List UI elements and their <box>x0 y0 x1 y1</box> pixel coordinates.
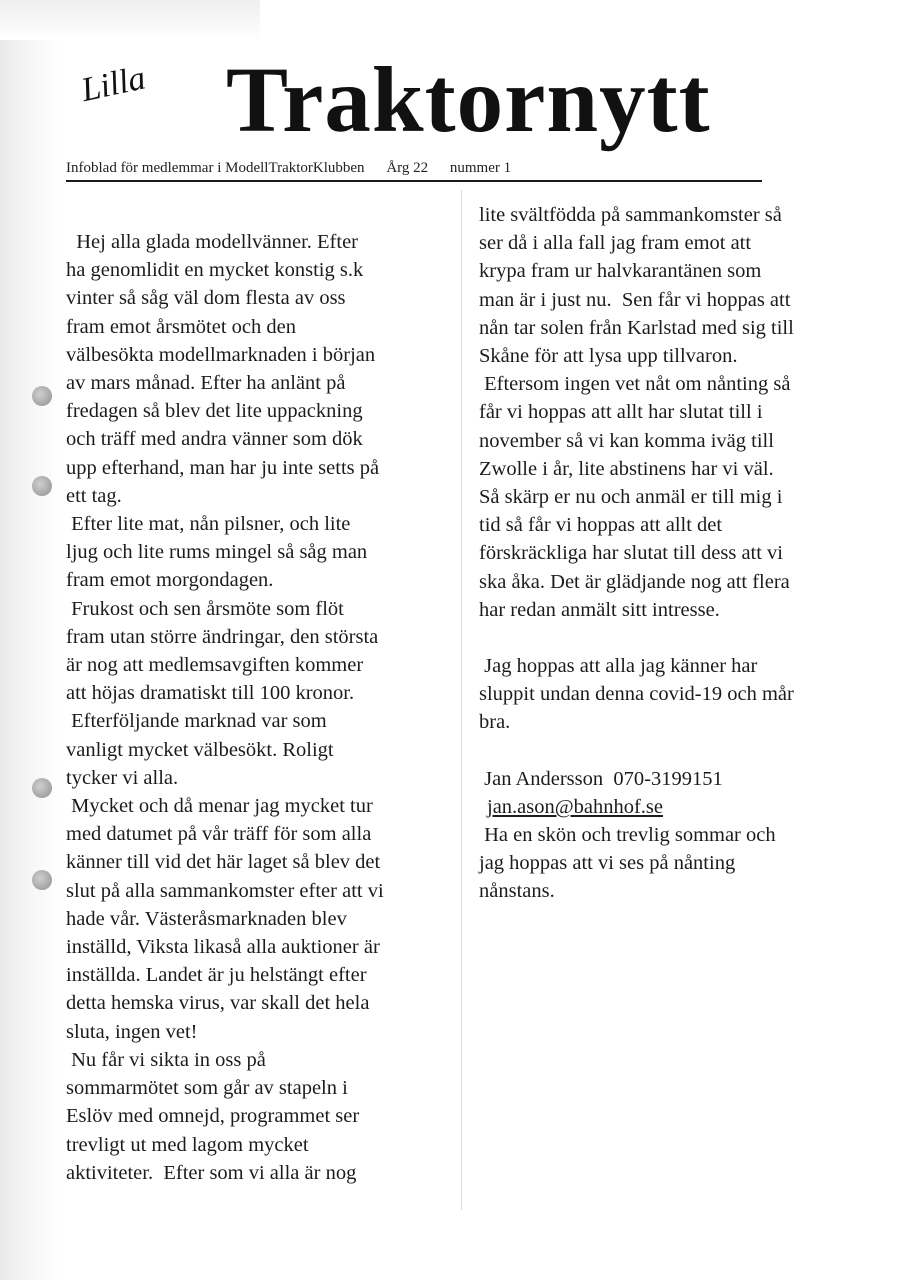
right-line: Eftersom ingen vet nåt om nånting så <box>479 373 791 396</box>
left-line: Nu får vi sikta in oss på <box>66 1048 266 1071</box>
left-line: med datumet på vår träff för som alla <box>66 823 372 846</box>
punch-hole <box>32 476 52 496</box>
masthead-small-word: Lilla <box>78 59 149 110</box>
left-line: att höjas dramatiskt till 100 kronor. <box>66 682 355 705</box>
left-line: slut på alla sammankomster efter att vi <box>66 879 384 902</box>
right-line: Så skärp er nu och anmäl er till mig i <box>479 486 783 509</box>
left-line: fredagen så blev det lite uppackning <box>66 400 363 423</box>
right-line: Skåne för att lysa upp tillvaron. <box>479 345 738 368</box>
subline-issue: nummer 1 <box>449 160 512 176</box>
right-line: lite svältfödda på sammankomster så <box>479 204 782 226</box>
left-line: sluta, ingen vet! <box>66 1020 198 1043</box>
punch-hole <box>32 778 52 798</box>
right-line: tid så får vi hoppas att allt det <box>479 514 723 537</box>
left-line: fram emot årsmötet och den <box>66 315 296 338</box>
scan-top-shading <box>0 0 260 40</box>
left-line: välbesökta modellmarknaden i början <box>66 343 376 366</box>
masthead-title: Traktornytt <box>226 49 711 152</box>
left-line: Efter lite mat, nån pilsner, och lite <box>66 513 351 536</box>
punch-hole <box>32 870 52 890</box>
punch-hole <box>32 386 52 406</box>
subline <box>66 160 529 177</box>
left-line: av mars månad. Efter ha anlänt på <box>66 372 346 395</box>
paragraph-gap <box>479 737 859 765</box>
left-line: trevligt ut med lagom mycket <box>66 1133 309 1156</box>
right-line: sluppit undan denna covid-19 och mår <box>479 683 794 706</box>
email-link[interactable]: jan.ason@bahnhof.se <box>487 795 664 818</box>
closing-line: Ha en skön och trevlig sommar och <box>479 824 776 847</box>
left-line: vanligt mycket välbesökt. Roligt <box>66 738 334 761</box>
left-line: ha genomlidit en mycket konstig s.k <box>66 259 364 282</box>
left-line: tycker vi alla. <box>66 766 179 789</box>
signature-email <box>479 793 859 821</box>
left-line: är nog att medlemsavgiften kommer <box>66 654 364 677</box>
closing-line: jag hoppas att vi ses på nånting <box>479 852 736 875</box>
left-line: vinter så såg väl dom flesta av oss <box>66 287 346 310</box>
paragraph-gap <box>479 624 859 652</box>
subline-year: Årg 22 <box>386 160 429 176</box>
right-line: förskräckliga har slutat till dess att vi <box>479 542 784 565</box>
left-line: aktiviteter. Efter som vi alla är nog <box>66 1161 357 1184</box>
left-line: fram utan större ändringar, den största <box>66 625 379 648</box>
closing-line: nånstans. <box>479 880 555 903</box>
left-column <box>66 228 456 1187</box>
left-line: Hej alla glada modellvänner. Efter <box>66 231 359 253</box>
right-line: ser då i alla fall jag fram emot att <box>479 232 752 255</box>
left-line: känner till vid det här laget så blev det <box>66 851 381 874</box>
left-line: inställd, Viksta likaså alla auktioner är <box>66 936 380 959</box>
left-line: detta hemska virus, var skall det hela <box>66 992 370 1015</box>
header-rule <box>66 180 762 182</box>
right-line: krypa fram ur halvkarantänen som <box>479 260 762 283</box>
right-line: man är i just nu. Sen får vi hoppas att <box>479 288 791 311</box>
left-line: inställda. Landet är ju helstängt efter <box>66 964 367 987</box>
right-line: Jag hoppas att alla jag känner har <box>479 655 758 678</box>
right-line: Zwolle i år, lite abstinens har vi väl. <box>479 457 774 480</box>
left-line: hade vår. Västeråsmarknaden blev <box>66 907 347 930</box>
left-line: Mycket och då menar jag mycket tur <box>66 795 373 818</box>
right-line: bra. <box>479 711 511 734</box>
subline-info: Infoblad för medlemmar i ModellTraktorKlubben <box>66 160 365 176</box>
column-divider <box>461 190 462 1210</box>
left-line: ljug och lite rums mingel så såg man <box>66 541 368 564</box>
right-line: får vi hoppas att allt har slutat till i <box>479 401 763 424</box>
left-line: Eslöv med omnejd, programmet ser <box>66 1105 360 1128</box>
left-line: ett tag. <box>66 484 122 507</box>
left-line: fram emot morgondagen. <box>66 569 274 592</box>
right-column <box>479 201 859 906</box>
left-line: upp efterhand, man har ju inte setts på <box>66 456 380 479</box>
left-line: Frukost och sen årsmöte som flöt <box>66 597 344 620</box>
right-line: november så vi kan komma iväg till <box>479 429 774 452</box>
right-line: nån tar solen från Karlstad med sig till <box>479 316 794 339</box>
right-line: har redan anmält sitt intresse. <box>479 598 720 621</box>
left-line: sommarmötet som går av stapeln i <box>66 1077 348 1100</box>
signature-name-phone: Jan Andersson 070-3199151 <box>479 767 723 790</box>
right-line: ska åka. Det är glädjande nog att flera <box>479 570 790 593</box>
left-line: och träff med andra vänner som dök <box>66 428 363 451</box>
left-line: Efterföljande marknad var som <box>66 710 327 733</box>
scan-edge-shading <box>0 0 60 1280</box>
